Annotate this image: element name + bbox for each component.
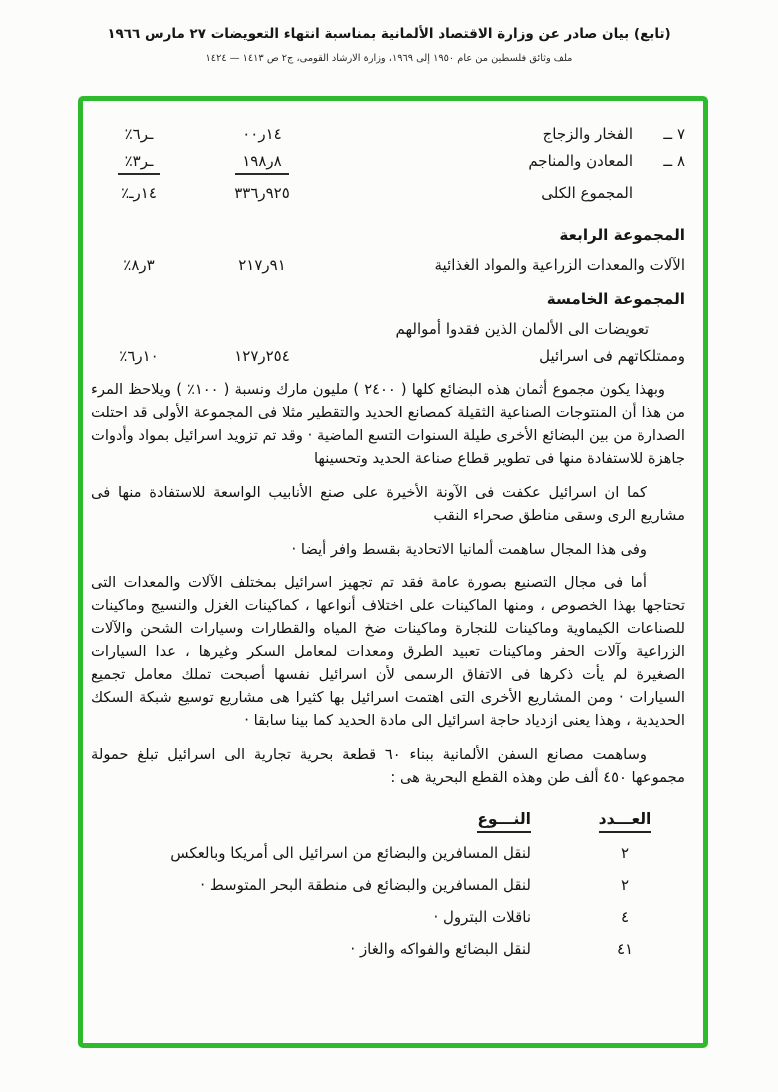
row-label: الفخار والزجاج	[542, 125, 633, 143]
row-value-number: ٨ر١٩٨	[235, 152, 288, 175]
group4-heading: المجموعة الرابعة	[559, 226, 685, 244]
total-percent-number: ١٤رـ٪	[121, 184, 157, 202]
row-percent-number: ـر٦٪	[124, 125, 154, 143]
ship-type: لنقل البضائع والفواكه والغاز ·	[350, 939, 531, 958]
row-value-number: ٢٥٤ر١٢٧	[234, 347, 290, 365]
paragraph-contribution: وفى هذا المجال ساهمت ألمانيا الاتحادية بقسط وافر أيضا ·	[291, 540, 647, 558]
group5-row	[91, 347, 685, 365]
row-value	[187, 256, 337, 274]
ship-row	[91, 940, 685, 958]
document-source-line: ملف وثائق فلسطين من عام ١٩٥٠ إلى ١٩٦٩، وزارة الارشاد القومى، ج٢ ص ١٤١٣ — ١٤٢٤	[205, 53, 573, 64]
ship-row	[91, 844, 685, 862]
paragraph-totals: وبهذا يكون مجموع أثمان هذه البضائع كلها ( ٢٤٠٠ ) مليون مارك ونسبة ( ١٠٠٪ ) ويلاحظ المرء من هذا أن المنتوجات الصناعية الثقيلة كمصانع الحديد والتقطير مثلا فى المجموعة الأولى قد احتلت الصدارة من بين البضائع الأخرى طيلة السنوات التسع الماضية · وقد تم تزويد اسرائيل بمواد وأدوات جاهزة للاستفادة منها فى تطوير قطاع صناعة الحديد وتحسينها	[91, 381, 685, 467]
total-percent	[91, 184, 187, 202]
ships-col-count	[565, 810, 685, 828]
total-value-number: ٩٢٥ر٣٣٦	[234, 184, 290, 202]
row-percent-number: ـر٣٪	[118, 152, 161, 175]
total-label: المجموع الكلى	[541, 184, 633, 202]
table-row	[91, 125, 685, 143]
group5-intro: تعويضات الى الألمان الذين فقدوا أموالهم	[395, 320, 649, 338]
ship-row	[91, 876, 685, 894]
row-number: ٨ ــ	[663, 152, 685, 170]
row-percent-number: ٣ر٨٪	[123, 256, 155, 274]
row-label: وممتلكاتهم فى اسرائيل	[539, 347, 685, 365]
ships-col-count-label: العـــدد	[599, 810, 652, 833]
ships-table	[91, 810, 685, 958]
table-row	[91, 152, 685, 170]
row-percent	[91, 256, 187, 274]
row-label: المعادن والمناجم	[528, 152, 633, 170]
paragraph-ships-intro: وساهمت مصانع السفن الألمانية ببناء ٦٠ قطعة بحرية تجارية الى اسرائيل تبلغ حمولة مجموعها ٤٥٠ ألف طن وهذه القطع البحرية هى :	[91, 745, 685, 786]
row-value	[187, 152, 337, 170]
row-value	[187, 125, 337, 143]
group4-row	[91, 256, 685, 274]
green-highlight-frame	[78, 96, 708, 1048]
ship-count: ٤	[620, 907, 630, 926]
row-number: ٧ ــ	[663, 125, 685, 143]
group5-heading: المجموعة الخامسة	[546, 290, 685, 308]
row-percent	[91, 152, 187, 170]
document-header	[0, 0, 778, 64]
ship-row	[91, 908, 685, 926]
row-percent-number: ١٠ر٦٪	[119, 347, 159, 365]
commodity-table	[91, 125, 685, 202]
ship-type: ناقلات البترول ·	[433, 907, 531, 926]
ships-table-header	[91, 810, 685, 828]
ship-count: ٤١	[616, 939, 634, 958]
total-value	[187, 184, 337, 202]
paragraph-pipes: كما ان اسرائيل عكفت فى الآونة الأخيرة على صنع الأنابيب الواسعة للاستفادة منها فى مشاريع الرى وسقى مناطق صحراء النقب	[91, 483, 685, 524]
row-value	[187, 347, 337, 365]
row-percent	[91, 347, 187, 365]
ship-count: ٢	[620, 843, 630, 862]
row-label: الآلات والمعدات الزراعية والمواد الغذائية	[434, 256, 685, 274]
ship-type: لنقل المسافرين والبضائع من اسرائيل الى أمريكا وبالعكس	[170, 843, 531, 862]
row-value-number: ١٤ر٠٠	[242, 125, 282, 143]
row-percent	[91, 125, 187, 143]
paragraph-machinery: أما فى مجال التصنيع بصورة عامة فقد تم تجهيز اسرائيل بمختلف الآلات والمعدات التى تحتاجها بهذا الخصوص ، ومنها الماكينات على اختلاف أنواعها ، كماكينات الغزل والنسيج وماكينات للصناعات الكيماوية وماكينات للنجارة وماكينات ضخ المياه والقطارات وسيارات الشحن والآلات الزراعية وآلات الحفر وماكينات تعبيد الطرق ومعدات لمعامل السكر وغيرها ، عدا السيارات الصغيرة لم يأت ذكرها فى الاتفاق الرسمى لأن اسرائيل نفسها أصبحت تملك معامل تجميع السيارات · ومن المشاريع الأخرى التى اهتمت اسرائيل بها كثيرا هى مشاريع توسيع شبكة السكك الحديدية ، وهذا يعنى ازدياد حاجة اسرائيل الى مادة الحديد كما بينا سابقا ·	[91, 574, 685, 729]
ships-col-type	[477, 810, 531, 828]
row-value-number: ٩١ر٢١٧	[238, 256, 286, 274]
ships-col-type-label: النـــوع	[477, 810, 531, 833]
total-row	[91, 184, 685, 202]
ship-count: ٢	[620, 875, 630, 894]
ship-type: لنقل المسافرين والبضائع فى منطقة البحر المتوسط ·	[200, 875, 531, 894]
document-title: (تابع) بيان صادر عن وزارة الاقتصاد الألمانية بمناسبة انتهاء التعويضات ٢٧ مارس ١٩٦٦	[107, 26, 671, 42]
